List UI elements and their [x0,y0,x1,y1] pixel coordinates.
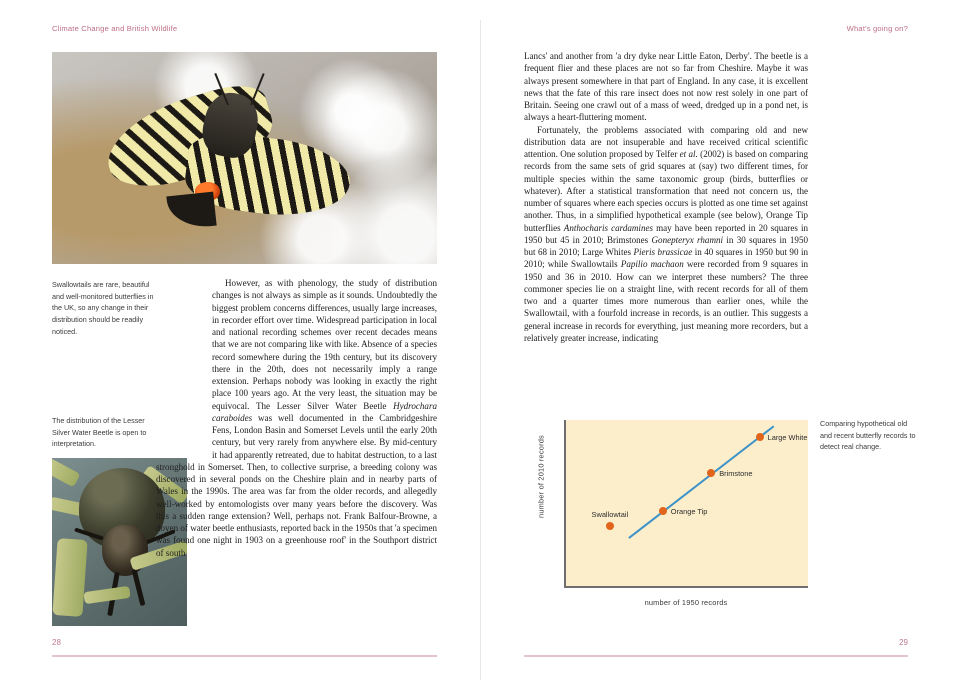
running-head-right: What's going on? [846,24,908,33]
footer-rule-right [524,655,908,657]
page-gutter-divider [480,20,481,680]
text-run: (2002) is based on comparing records from the same sets of grid squares at (say) two different times, for multiple species within the same taxonomic group (birds, butterflies or whatever). After a statistical transformation that need not concern us, the number of squares where each species occurs is plotted as one time set against another. Thus, in a simplified hypothetical example (see below), Orange Tip butterflies [524,149,809,233]
species-name-swallowtail: Papilio machaon [620,259,684,270]
chart-plot-area [564,420,808,588]
footer-rule-left [52,655,437,657]
caption-swallowtail: Swallowtails are rare, beautiful and well-monitored butterflies in the UK, so any change in their distribution should be readily noticed. [52,280,154,336]
caption-beetle: The distribution of the Lesser Silver Water Beetle is open to interpretation. [52,416,147,449]
chart-point-label: Swallowtail [591,510,629,520]
text-run: may have been reported in 20 squares in 1950 but 45 in 2010; Brimstones [524,222,808,245]
text-run: were recorded from 9 squares in 1950 and 36 in 2010. How can we interpret these numbers? The three commoner species lie on a straight line, with recent records for all of them two and a quarter times more numerous than earlier ones, while the Swallowtail, with a fourfold increase in records, is an outlier. This suggests a general increase in records for everything, just meaning more recorders, but a relatively greater increase, indicating [524,259,808,343]
text-run: However, as with phenology, the study of distribution changes is not always as simple as it sounds. Undoubtedly the biggest problem concerns differences, usually large increases, in recorder effort over time. Widespread participation in local and national recording schemes over recent decades means that we are not comparing like with like. Absence of a species record somewhere during the 19th century, but its discovery there in the 20th, does not necessarily imply a range extension. Perhaps nobody was looking in exactly the right place 100 years ago. At the very least, the situation may be equivocal. The Lesser Silver Water Beetle [212,278,437,411]
folio-left: 28 [52,638,61,647]
text-run: in 40 squares in 1950 but 90 in 2010; while Swallowtails [524,247,808,270]
chart-point-swallowtail [606,522,614,530]
chart-point-brimstone [707,469,715,477]
caption-chart: Comparing hypothetical old and recent butterfly records to detect real change. [820,419,916,452]
paragraph-right-2 [524,124,808,345]
swallowtail-photo [52,52,437,264]
chart-point-label: Orange Tip [670,507,708,517]
species-name-large-white: Pieris brassicae [633,247,693,257]
chart-trend-line [628,426,775,540]
chart-x-axis-label: number of 1950 records [644,598,728,607]
text-run: in 30 squares in 1950 but 68 in 2010; Large Whites [524,234,808,257]
text-run: Fortunately, the problems associated with comparing old and new distribution data are not insuperable and have received critical scientific attention. One solution proposed by Telfer [524,124,808,159]
pondweed-strand [52,538,87,617]
running-head-left: Climate Change and British Wildlife [52,24,178,33]
paragraph-right-1: Lancs' and another from 'a dry dyke near Little Eaton, Derby'. The beetle is a frequent flier and these places are not so far from Cheshire. Maybe it was always present somewhere in that part of England. In any case, it is excellent news that the fate of this rare insect does not now rest solely in one part of Britain. Seeing one crawl out of a mass of weed, dredged up in a pond net, is always a heart-fluttering moment. [524,51,808,123]
chart-y-axis-label: number of 2010 records [536,435,546,518]
text-run: was well documented in the Cambridgeshire Fens, London Basin and Somerset Levels until the early 20th century, but very rarely from anywhere else. By mid-century it had apparently retreated, due to habitat destruction, to a last stronghold in Somerset. Then, to collective surprise, a breeding colony was discovered in several ponds on the Cheshire plain and in nearby parts of Wales in the 1990s. The area was far from the older records, and allegedly well-worked by entomologists over many years before the discovery. Was this a sudden range extension? Well, perhaps not. Frank Balfour-Browne, a doyen of water beetle enthusiasts, reported back in the 1950s that 'a specimen was found one night in 1903 on a greenhouse roof' in the Southport district of south [156,412,437,558]
beetle-leg [131,569,145,606]
folio-right: 29 [899,638,908,647]
chart-point-large-white [756,433,764,441]
pondweed-strand [52,458,80,487]
right-column-text [524,50,808,344]
chart-point-orange-tip [659,507,667,515]
chart-point-label: Brimstone [719,469,753,479]
species-name-brimstone: Gonepteryx rhamni [651,234,724,245]
pondweed-strand [84,586,131,604]
butterfly-illustration [98,90,391,230]
species-name-hydrochara: Hydrochara caraboides [212,400,437,423]
records-scatter-chart [524,418,808,618]
species-name-orange-tip: Anthocharis cardamines [563,222,654,233]
citation-et-al: et al. [679,149,698,159]
chart-point-label: Large White [767,432,808,442]
left-column-text [156,277,437,559]
beetle-image-text-wrap [156,277,204,449]
wing-tail-shape [167,191,217,229]
